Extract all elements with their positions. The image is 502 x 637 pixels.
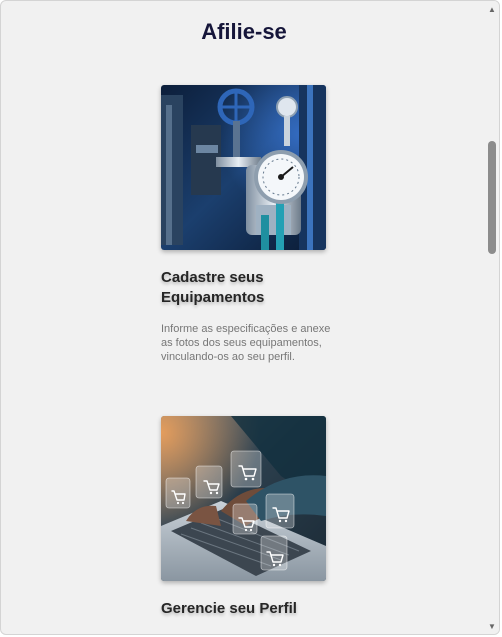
card-description-equipment: Informe as especificações e anexe as fotos dos seus equipamentos, vinculando-os ao seu perfil.: [161, 323, 331, 363]
vertical-scrollbar[interactable]: [485, 1, 499, 635]
scrollbar-thumb[interactable]: [488, 141, 496, 254]
equipment-photo: [161, 85, 326, 250]
scroll-down-arrow-icon[interactable]: ▼: [488, 622, 496, 631]
feature-card-equipment: [161, 85, 331, 364]
feature-card-profile: [161, 416, 331, 619]
card-title-profile: Gerencie seu Perfil: [161, 600, 297, 617]
page-title: Afilie-se: [201, 19, 287, 44]
scroll-up-arrow-icon[interactable]: ▲: [488, 5, 496, 14]
profile-photo: [161, 416, 326, 581]
card-title-equipment: Cadastre seus Equipamentos: [161, 269, 265, 306]
